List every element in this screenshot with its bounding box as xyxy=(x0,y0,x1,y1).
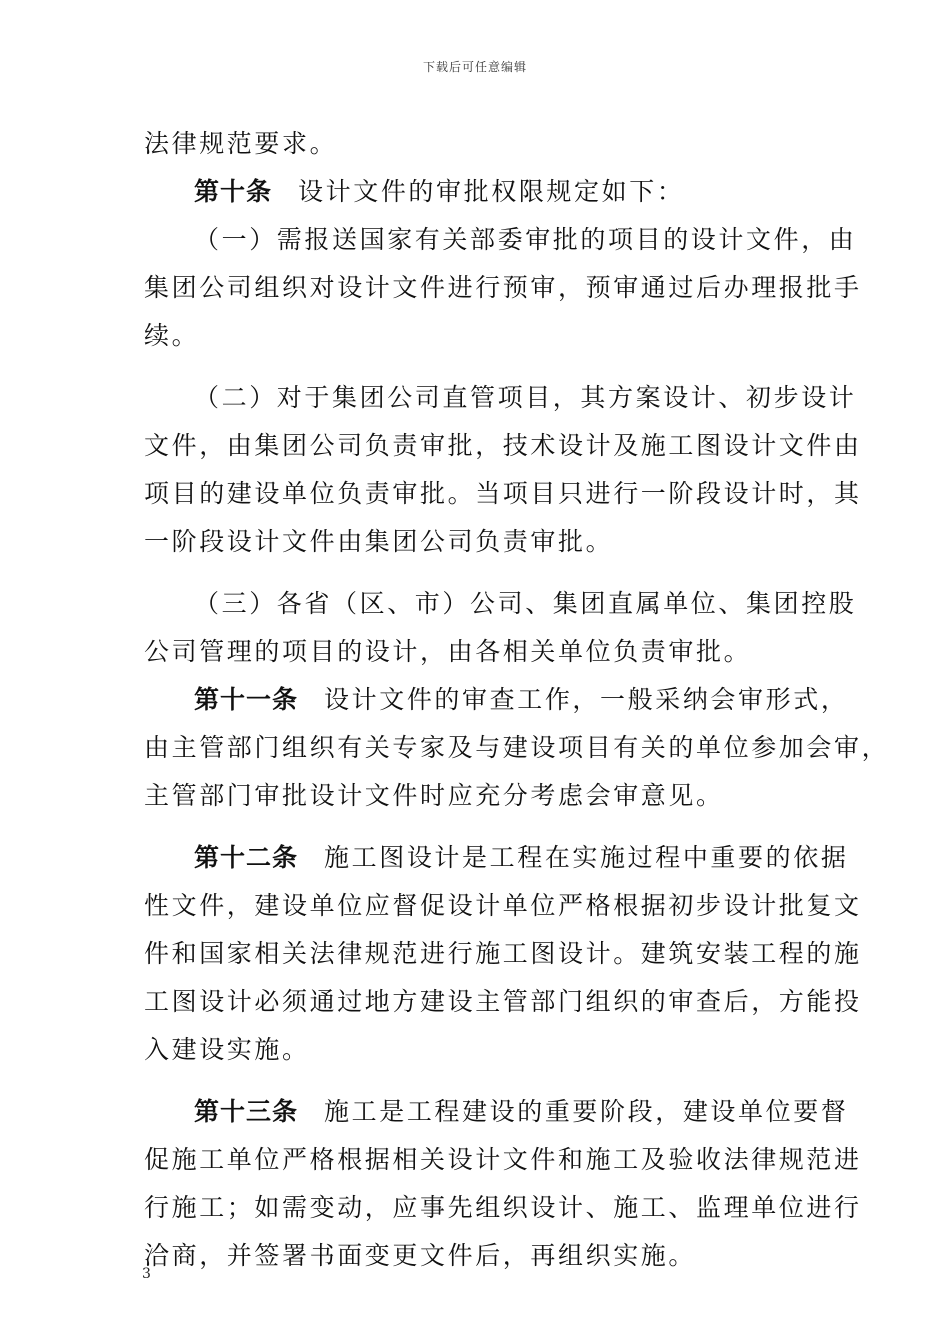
article-text: 施工图设计是工程在实施过程中重要的依据 xyxy=(324,843,849,872)
text-line: 促施工单位严格根据相关设计文件和施工及验收法律规范进 xyxy=(144,1145,862,1174)
text-line: 件和国家相关法律规范进行施工图设计。建筑安装工程的施 xyxy=(144,939,862,968)
text-line: （一）需报送国家有关部委审批的项目的设计文件，由 xyxy=(194,225,857,254)
article-text: 施工是工程建设的重要阶段，建设单位要督 xyxy=(324,1097,849,1126)
text-line: 一阶段设计文件由集团公司负责审批。 xyxy=(144,527,614,556)
text-line: 法律规范要求。 xyxy=(144,129,338,158)
page-number: 3 xyxy=(142,1266,151,1282)
article-label: 第十三条 xyxy=(194,1097,299,1126)
text-line: 洽商，并签署书面变更文件后，再组织实施。 xyxy=(144,1241,697,1270)
text-line: 入建设实施。 xyxy=(144,1035,310,1064)
text-line: 项目的建设单位负责审批。当项目只进行一阶段设计时，其 xyxy=(144,479,862,508)
document-body xyxy=(144,120,890,1280)
header-note: 下载后可任意编辑 xyxy=(422,60,527,74)
text-line: 工图设计必须通过地方建设主管部门组织的审查后，方能投 xyxy=(144,987,862,1016)
article-label: 第十条 xyxy=(194,177,273,206)
text-line: 续。 xyxy=(144,321,200,350)
article-label: 第十二条 xyxy=(194,843,299,872)
article-13 xyxy=(144,1088,849,1136)
text-line: 性文件，建设单位应督促设计单位严格根据初步设计批复文 xyxy=(144,891,862,920)
article-text: 设计文件的审批权限规定如下： xyxy=(298,177,685,206)
text-line: 行施工；如需变动，应事先组织设计、施工、监理单位进行 xyxy=(144,1193,862,1222)
text-line: 集团公司组织对设计文件进行预审，预审通过后办理报批手 xyxy=(144,273,862,302)
article-text: 设计文件的审查工作，一般采纳会审形式， xyxy=(324,685,849,714)
text-line: （三）各省（区、市）公司、集团直属单位、集团控股 xyxy=(194,589,857,618)
article-label: 第十一条 xyxy=(194,685,299,714)
text-line: 由主管部门组织有关专家及与建设项目有关的单位参加会审， xyxy=(144,733,890,762)
article-12 xyxy=(144,834,849,882)
article-10 xyxy=(144,168,808,216)
text-line: 公司管理的项目的设计，由各相关单位负责审批。 xyxy=(144,637,752,666)
text-line: 主管部门审批设计文件时应充分考虑会审意见。 xyxy=(144,781,724,810)
text-line: （二）对于集团公司直管项目，其方案设计、初步设计 xyxy=(194,383,857,412)
text-line: 文件，由集团公司负责审批，技术设计及施工图设计文件由 xyxy=(144,431,862,460)
article-11 xyxy=(144,676,849,724)
